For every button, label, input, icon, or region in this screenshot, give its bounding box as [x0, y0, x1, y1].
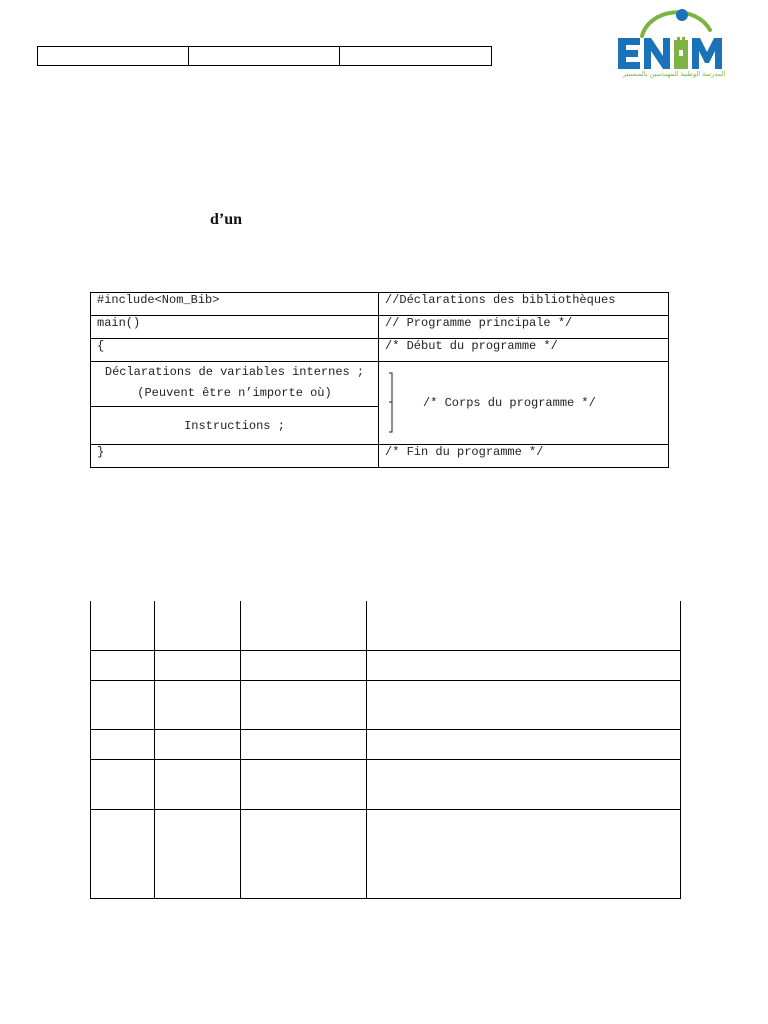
table-cell — [241, 729, 367, 759]
table-cell — [241, 809, 367, 898]
section-heading: d’un — [210, 211, 243, 228]
table-row — [91, 445, 669, 468]
table-cell — [367, 650, 681, 680]
brace-icon — [387, 372, 399, 434]
empty-grid-table — [90, 601, 681, 899]
logo-arabic-text: المدرسة الوطنية للمهندسين بالمنستير — [622, 70, 726, 78]
table-cell — [155, 759, 241, 809]
comment-cell: /* Fin du programme */ — [379, 445, 669, 468]
table-cell — [91, 809, 155, 898]
comment-cell: // Programme principale */ — [379, 316, 669, 339]
c-program-structure-table — [90, 292, 669, 468]
code-cell: { — [91, 339, 379, 362]
code-cell: #include<Nom_Bib> — [91, 293, 379, 316]
table-cell — [155, 601, 241, 650]
header-box-2 — [188, 46, 340, 66]
declarations-cell — [91, 362, 379, 407]
declarations-note: (Peuvent être n’importe où) — [137, 386, 332, 400]
header-box-1 — [37, 46, 189, 66]
code-cell: } — [91, 445, 379, 468]
table-cell — [367, 601, 681, 650]
table-cell — [155, 809, 241, 898]
table-row — [91, 759, 681, 809]
declarations-line: Déclarations de variables internes ; — [104, 365, 365, 379]
table-cell — [241, 759, 367, 809]
table-row — [91, 729, 681, 759]
table-row — [91, 316, 669, 339]
table-cell — [91, 680, 155, 729]
table-cell — [155, 729, 241, 759]
table-cell — [155, 650, 241, 680]
table-cell — [91, 759, 155, 809]
table-cell — [367, 729, 681, 759]
table-row — [91, 809, 681, 898]
table-cell — [91, 601, 155, 650]
table-cell — [367, 759, 681, 809]
table-cell — [367, 680, 681, 729]
table-row — [91, 601, 681, 650]
comment-cell: //Déclarations des bibliothèques — [379, 293, 669, 316]
table-cell — [91, 729, 155, 759]
code-cell: main() — [91, 316, 379, 339]
table-row — [91, 339, 669, 362]
table-cell — [91, 650, 155, 680]
instructions-cell: Instructions ; — [91, 407, 379, 445]
table-row — [91, 680, 681, 729]
table-cell — [241, 601, 367, 650]
table-cell — [241, 680, 367, 729]
header-box-3 — [339, 46, 492, 66]
table-cell — [241, 650, 367, 680]
body-comment-cell — [379, 362, 669, 445]
table-row — [91, 650, 681, 680]
comment-cell: /* Corps du programme */ — [423, 396, 596, 410]
comment-cell: /* Début du programme */ — [379, 339, 669, 362]
table-cell — [367, 809, 681, 898]
table-row — [91, 293, 669, 316]
table-row — [91, 362, 669, 407]
table-cell — [155, 680, 241, 729]
